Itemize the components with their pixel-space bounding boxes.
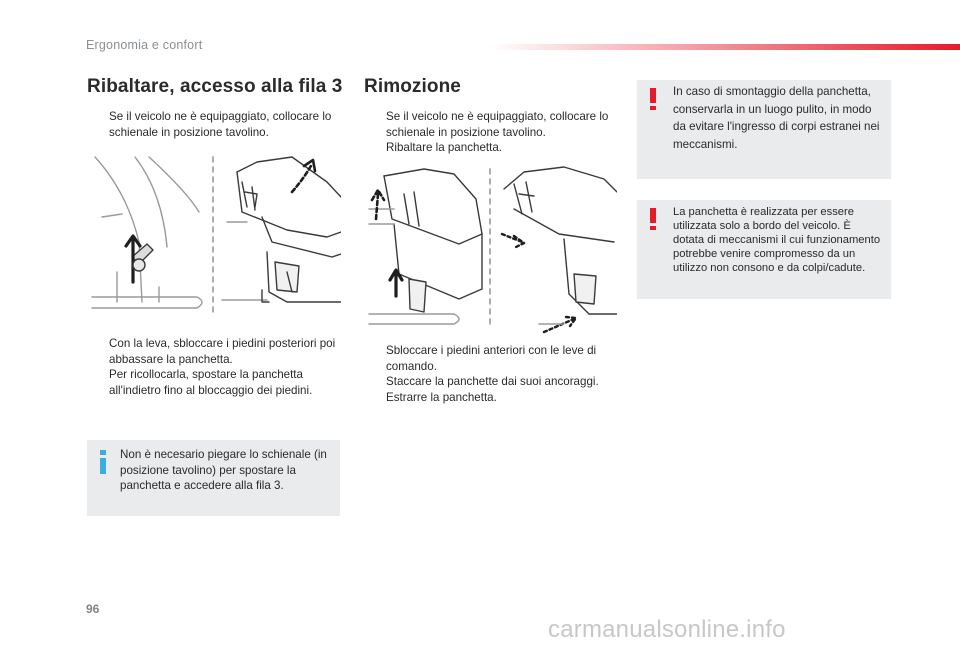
- illustration-seat-removal: [364, 164, 617, 336]
- list-item: Sbloccare i piedini anteriori con le leve di comando.: [386, 344, 597, 373]
- title-rimozione: Rimozione: [364, 76, 461, 97]
- seat-tilt-drawing: [87, 152, 341, 322]
- list-item: Staccare la panchette dai suoi ancoraggi.: [386, 375, 599, 388]
- list-item: Ribaltare la panchetta.: [386, 141, 503, 154]
- list-item: Se il veicolo ne è equipaggiato, collocare lo schienale in posizione tavolino.: [386, 110, 609, 139]
- seat-removal-drawing: [364, 164, 617, 336]
- page-number: 96: [86, 602, 100, 616]
- warning-box-storage: [637, 80, 891, 179]
- warning-icon: [650, 88, 657, 110]
- warning-box-usage: [637, 200, 891, 299]
- col2-steps-list: [364, 343, 624, 405]
- col2-intro-list: [364, 109, 629, 156]
- list-item: Per ricollocarla, spostare la panchetta all'indietro fino al bloccaggio dei piedini.: [109, 368, 313, 397]
- warning-text: In caso di smontaggio della panchetta, conservarla in un luogo pulito, in modo da evitare l'ingresso di corpi estranei nei meccanismi.: [673, 85, 880, 151]
- list-item: Estrarre la panchetta.: [386, 390, 497, 404]
- section-header: Ergonomia e confort: [86, 38, 203, 52]
- watermark: carmanualsonline.info: [548, 616, 786, 643]
- title-ribaltare: Ribaltare, accesso alla fila 3: [87, 76, 343, 97]
- list-item: Con la leva, sbloccare i piedini posteriori poi abbassare la panchetta.: [109, 337, 336, 366]
- col1-intro-list: [87, 109, 347, 140]
- col1-steps-list: [87, 336, 347, 398]
- info-icon: [99, 450, 107, 474]
- illustration-seat-tilt: [87, 152, 341, 322]
- header-rule: [490, 44, 960, 50]
- warning-text: La panchetta è realizzata per essere utilizzata solo a bordo del veicolo. È dotata di meccanismi il cui funzionamento potrebbe venire compromesso da un utilizzo non consono e da colpi/cadute.: [673, 206, 881, 274]
- warning-icon: [650, 208, 657, 230]
- list-item: Se il veicolo ne è equipaggiato, collocare lo schienale in posizione tavolino.: [109, 110, 332, 139]
- info-box: [87, 440, 340, 516]
- info-text: Non è necesario piegare lo schienale (in posizione tavolino) per spostare la panchetta e accedere alla fila 3.: [120, 448, 327, 492]
